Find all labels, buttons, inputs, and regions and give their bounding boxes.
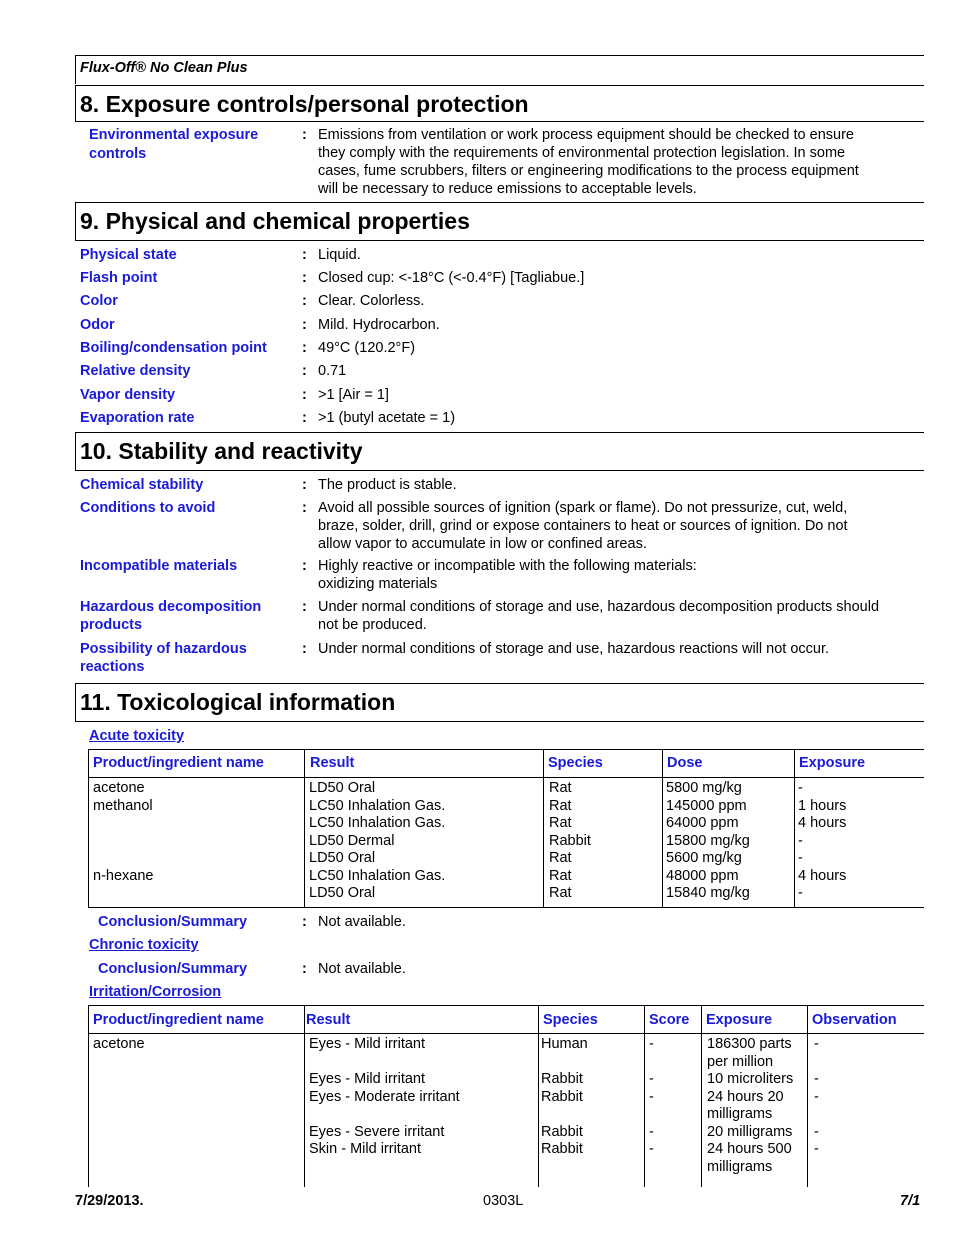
colon: :	[302, 961, 307, 977]
header-left-rule	[75, 55, 76, 84]
env-exposure-label-line2: controls	[89, 146, 147, 162]
footer-code: 0303L	[483, 1193, 524, 1209]
col-name-cells: acetone methanol n-hexane	[93, 780, 154, 884]
incompatible-value-1: Highly reactive or incompatible with the following materials:	[318, 558, 697, 574]
env-exposure-line-2: they comply with the requirements of environmental protection legislation. In some	[318, 145, 846, 161]
decomposition-value-1: Under normal conditions of storage and use, hazardous decomposition products should	[318, 599, 880, 615]
col-header-score: Score	[649, 1012, 690, 1028]
prop-value: >1 [Air = 1]	[318, 387, 389, 403]
decomposition-label-1: Hazardous decomposition	[80, 599, 262, 615]
conditions-label: Conditions to avoid	[80, 500, 216, 516]
col-exposure-cells: - 1 hours 4 hours - - 4 hours -	[798, 780, 847, 901]
incompatible-label: Incompatible materials	[80, 558, 238, 574]
table-header-rule	[88, 1033, 924, 1034]
col-header-species: Species	[548, 755, 603, 771]
table-col-rule	[807, 1005, 808, 1187]
product-name: Flux-Off® No Clean Plus	[80, 60, 248, 76]
table-col-rule	[88, 749, 89, 907]
table-col-rule	[543, 749, 544, 907]
chronic-conclusion-value: Not available.	[318, 961, 406, 977]
table-col-rule	[538, 1005, 539, 1187]
colon: :	[302, 477, 307, 493]
table-top-rule	[88, 1005, 924, 1006]
table-col-rule	[304, 1005, 305, 1187]
col-observation-cells: - - - - -	[814, 1036, 819, 1157]
col-score-cells: - - - - -	[649, 1036, 654, 1157]
chronic-conclusion-label: Conclusion/Summary	[98, 961, 248, 977]
prop-value: Clear. Colorless.	[318, 293, 425, 309]
prop-value: Mild. Hydrocarbon.	[318, 317, 440, 333]
section-11-title: 11. Toxicological information	[80, 689, 396, 715]
prop-value: Liquid.	[318, 247, 361, 263]
colon: :	[302, 500, 307, 516]
chronic-toxicity-link[interactable]: Chronic toxicity	[89, 937, 199, 953]
section-9-header	[75, 202, 924, 241]
colon: :	[302, 270, 307, 286]
prop-label: Physical state	[80, 247, 177, 263]
table-col-rule	[88, 1005, 89, 1187]
col-dose-cells: 5800 mg/kg 145000 ppm 64000 ppm 15800 mg/kg 5600 mg/kg 48000 ppm 15840 mg/kg	[666, 780, 750, 901]
col-result-cells: LD50 Oral LC50 Inhalation Gas. LC50 Inhalation Gas. LD50 Dermal LD50 Oral LC50 Inhalation Gas. LD50 Oral	[309, 780, 446, 901]
env-exposure-line-4: will be necessary to reduce emissions to acceptable levels.	[318, 181, 697, 197]
colon: :	[302, 914, 307, 930]
section-9-title: 9. Physical and chemical properties	[80, 208, 470, 234]
section-10-header	[75, 432, 924, 471]
prop-label: Relative density	[80, 363, 191, 379]
incompatible-value-2: oxidizing materials	[318, 576, 438, 592]
conditions-value-1: Avoid all possible sources of ignition (spark or flame). Do not pressurize, cut, weld,	[318, 500, 848, 516]
hazardous-reactions-value: Under normal conditions of storage and use, hazardous reactions will not occur.	[318, 641, 830, 657]
col-header-observation: Observation	[812, 1012, 897, 1028]
colon: :	[302, 387, 307, 403]
footer-date: 7/29/2013.	[75, 1193, 144, 1209]
col-header-name: Product/ingredient name	[93, 755, 264, 771]
table-col-rule	[304, 749, 305, 907]
col-header-name: Product/ingredient name	[93, 1012, 264, 1028]
acute-toxicity-link[interactable]: Acute toxicity	[89, 728, 185, 744]
section-8-title: 8. Exposure controls/personal protection	[80, 91, 529, 117]
colon: :	[302, 293, 307, 309]
prop-label: Boiling/condensation point	[80, 340, 267, 356]
table-top-rule	[88, 749, 924, 750]
footer-page: 7/1	[900, 1193, 921, 1209]
colon: :	[302, 599, 307, 615]
table-col-rule	[662, 749, 663, 907]
col-header-dose: Dose	[667, 755, 703, 771]
colon: :	[302, 247, 307, 263]
col-header-exposure: Exposure	[706, 1012, 773, 1028]
col-header-species: Species	[543, 1012, 598, 1028]
decomposition-label-2: products	[80, 617, 143, 633]
prop-label: Odor	[80, 317, 115, 333]
hazardous-reactions-label-2: reactions	[80, 659, 145, 675]
env-exposure-line-3: cases, fume scrubbers, filters or engineering modifications to the process equipment	[318, 163, 859, 179]
decomposition-value-2: not be produced.	[318, 617, 427, 633]
col-header-result: Result	[310, 755, 355, 771]
prop-value: >1 (butyl acetate = 1)	[318, 410, 456, 426]
col-result-cells: Eyes - Mild irritant Eyes - Mild irritant Eyes - Moderate irritant Eyes - Severe irritant Skin - Mild irritant	[309, 1036, 460, 1157]
prop-value: Closed cup: <-18°C (<-0.4°F) [Tagliabue.]	[318, 270, 585, 286]
env-exposure-label-line1: Environmental exposure	[89, 127, 259, 143]
colon: :	[302, 641, 307, 657]
section-10-title: 10. Stability and reactivity	[80, 438, 363, 464]
prop-value: 49°C (120.2°F)	[318, 340, 416, 356]
section-11-header	[75, 683, 924, 722]
colon: :	[302, 127, 307, 143]
hazardous-reactions-label-1: Possibility of hazardous	[80, 641, 247, 657]
stability-value: The product is stable.	[318, 477, 457, 493]
table-header-rule	[88, 777, 924, 778]
col-header-result: Result	[306, 1012, 351, 1028]
irritation-corrosion-link[interactable]: Irritation/Corrosion	[89, 984, 222, 1000]
colon: :	[302, 340, 307, 356]
header-top-rule	[75, 55, 924, 56]
col-exposure-cells: 186300 parts per million 10 microliters 24 hours 20 milligrams 20 milligrams 24 hours 500 milligrams	[707, 1036, 794, 1175]
conditions-value-3: allow vapor to accumulate in low or confined areas.	[318, 536, 647, 552]
prop-label: Vapor density	[80, 387, 176, 403]
col-header-exposure: Exposure	[799, 755, 866, 771]
table-bottom-rule	[88, 907, 924, 908]
table-col-rule	[794, 749, 795, 907]
stability-label: Chemical stability	[80, 477, 204, 493]
table-col-rule	[644, 1005, 645, 1187]
col-species-cells: Rat Rat Rat Rabbit Rat Rat Rat	[549, 780, 591, 901]
acute-conclusion-value: Not available.	[318, 914, 406, 930]
prop-label: Flash point	[80, 270, 158, 286]
prop-value: 0.71	[318, 363, 347, 379]
table-col-rule	[701, 1005, 702, 1187]
prop-label: Evaporation rate	[80, 410, 195, 426]
conditions-value-2: braze, solder, drill, grind or expose containers to heat or sources of ignition. Do not	[318, 518, 848, 534]
colon: :	[302, 363, 307, 379]
section-8-header	[75, 85, 924, 122]
colon: :	[302, 558, 307, 574]
col-species-cells: Human Rabbit Rabbit Rabbit Rabbit	[541, 1036, 588, 1157]
col-name-cells: acetone	[93, 1036, 145, 1052]
prop-label: Color	[80, 293, 118, 309]
colon: :	[302, 410, 307, 426]
acute-conclusion-label: Conclusion/Summary	[98, 914, 248, 930]
colon: :	[302, 317, 307, 333]
env-exposure-line-1: Emissions from ventilation or work process equipment should be checked to ensure	[318, 127, 854, 143]
